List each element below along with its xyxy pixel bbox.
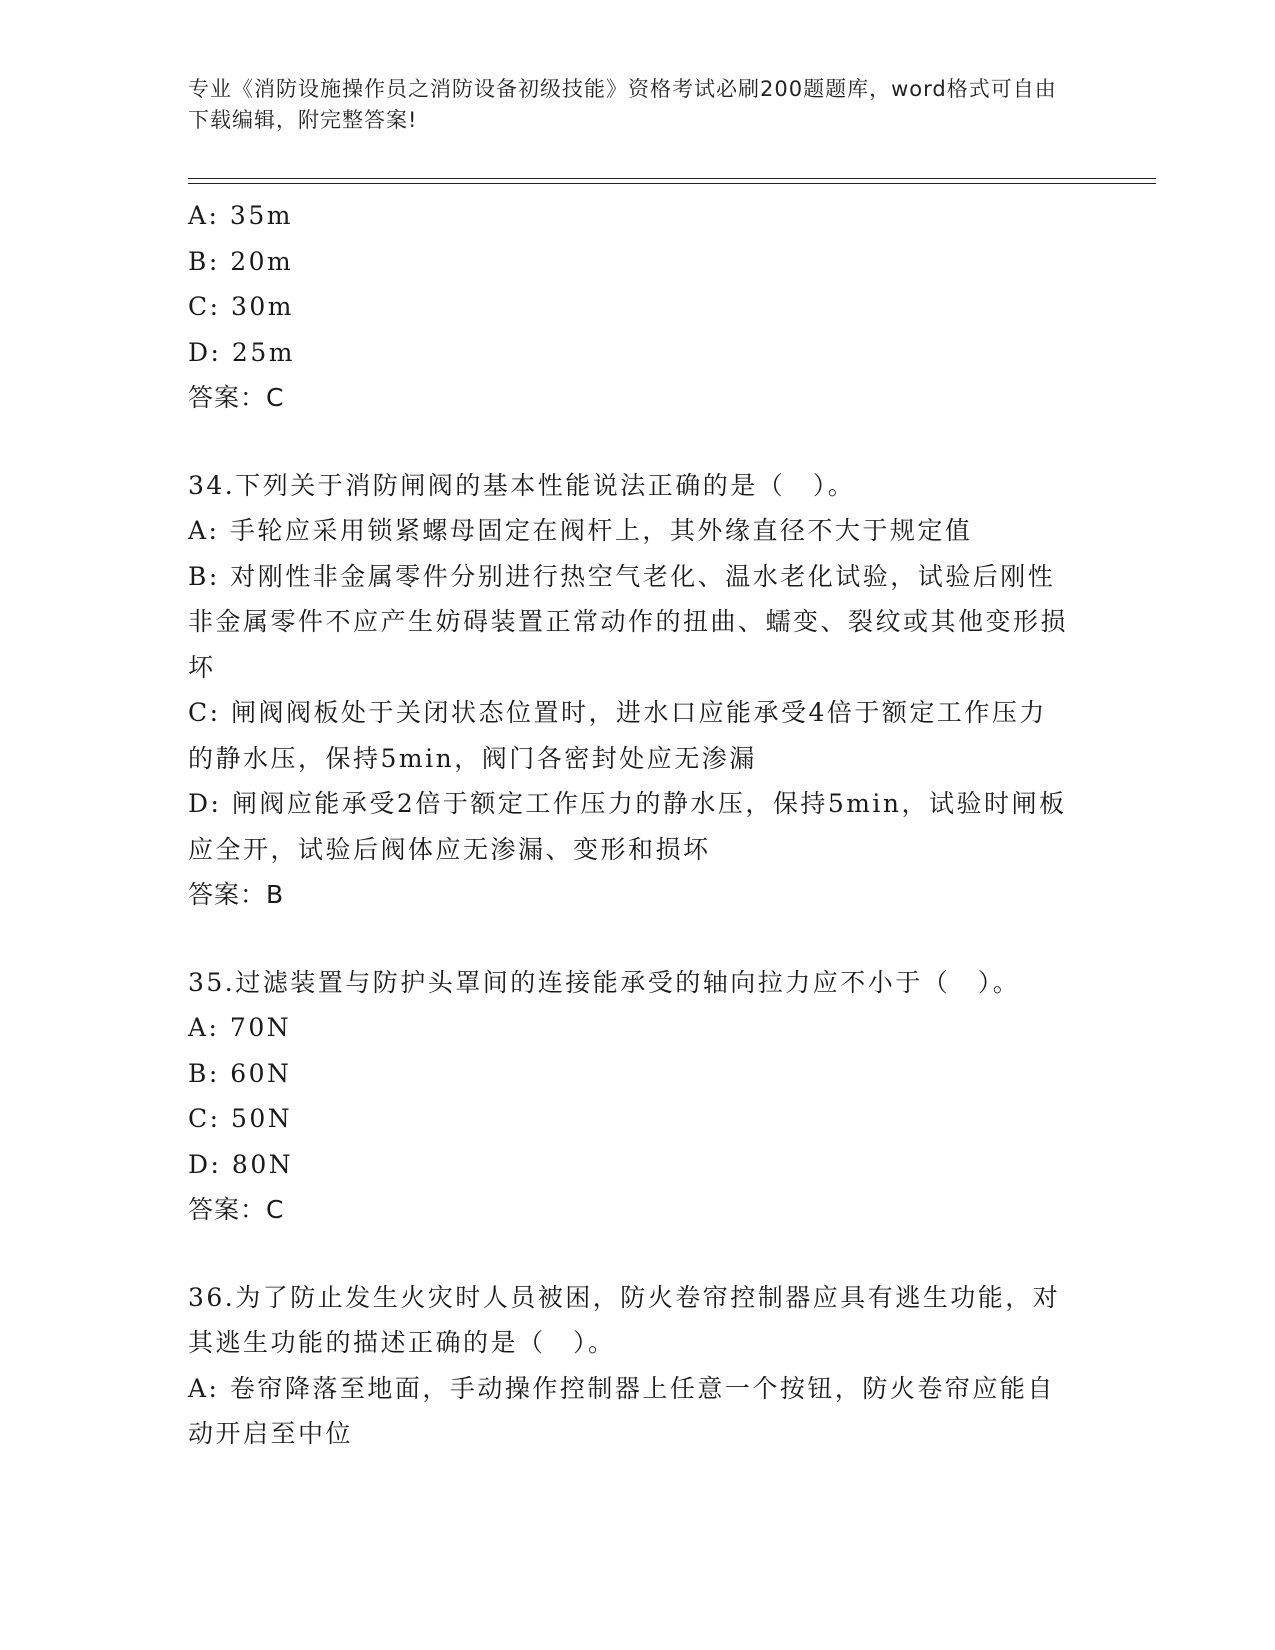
option-c: C: 闸阀阀板处于关闭状态位置时，进水口应能承受4倍于额定工作压力的静水压，保持5min，阀门各密封处应无渗漏 bbox=[188, 698, 1047, 773]
question-34 bbox=[188, 463, 1088, 918]
header-divider-bottom bbox=[188, 183, 1156, 184]
spacer bbox=[188, 1233, 1088, 1275]
answer: 答案：C bbox=[188, 383, 285, 412]
question-text: 34.下列关于消防闸阀的基本性能说法正确的是（ ）。 bbox=[188, 470, 856, 500]
option-a: A: 手轮应采用锁紧螺母固定在阀杆上，其外缘直径不大于规定值 bbox=[188, 516, 973, 545]
option-a: A: 70N bbox=[188, 1013, 292, 1042]
page-header: 专业《消防设施操作员之消防设备初级技能》资格考试必刷200题题库，word格式可自由下载编辑，附完整答案! bbox=[188, 77, 1057, 132]
question-list bbox=[188, 193, 1088, 1457]
question-35 bbox=[188, 960, 1088, 1233]
answer: 答案：C bbox=[188, 1195, 285, 1224]
option-d: D: 25m bbox=[188, 337, 295, 367]
spacer bbox=[188, 421, 1088, 463]
question-36 bbox=[188, 1275, 1088, 1457]
header-divider-top bbox=[188, 178, 1156, 179]
option-b: B: 20m bbox=[188, 246, 294, 276]
option-c: C: 50N bbox=[188, 1104, 293, 1133]
option-a: A: 卷帘降落至地面，手动操作控制器上任意一个按钮，防火卷帘应能自动开启至中位 bbox=[188, 1373, 1055, 1448]
option-d: D: 80N bbox=[188, 1149, 294, 1179]
option-b: B: 对刚性非金属零件分别进行热空气老化、温水老化试验，试验后刚性非金属零件不应产生妨碍装置正常动作的扭曲、蠕变、裂纹或其他变形损坏 bbox=[188, 561, 1069, 682]
question-33 bbox=[188, 193, 1088, 421]
answer: 答案：B bbox=[188, 880, 285, 909]
spacer bbox=[188, 918, 1088, 960]
option-b: B: 60N bbox=[188, 1058, 292, 1088]
option-c: C: 30m bbox=[188, 292, 295, 321]
option-a: A: 35m bbox=[188, 201, 293, 230]
question-text: 36.为了防止发生火灾时人员被困，防火卷帘控制器应具有逃生功能，对其逃生功能的描述正确的是（ ）。 bbox=[188, 1282, 1061, 1357]
question-text: 35.过滤装置与防护头罩间的连接能承受的轴向拉力应不小于（ ）。 bbox=[188, 967, 1021, 997]
option-d: D: 闸阀应能承受2倍于额定工作压力的静水压，保持5min，试验时闸板应全开，试验后阀体应无渗漏、变形和损坏 bbox=[188, 789, 1067, 864]
